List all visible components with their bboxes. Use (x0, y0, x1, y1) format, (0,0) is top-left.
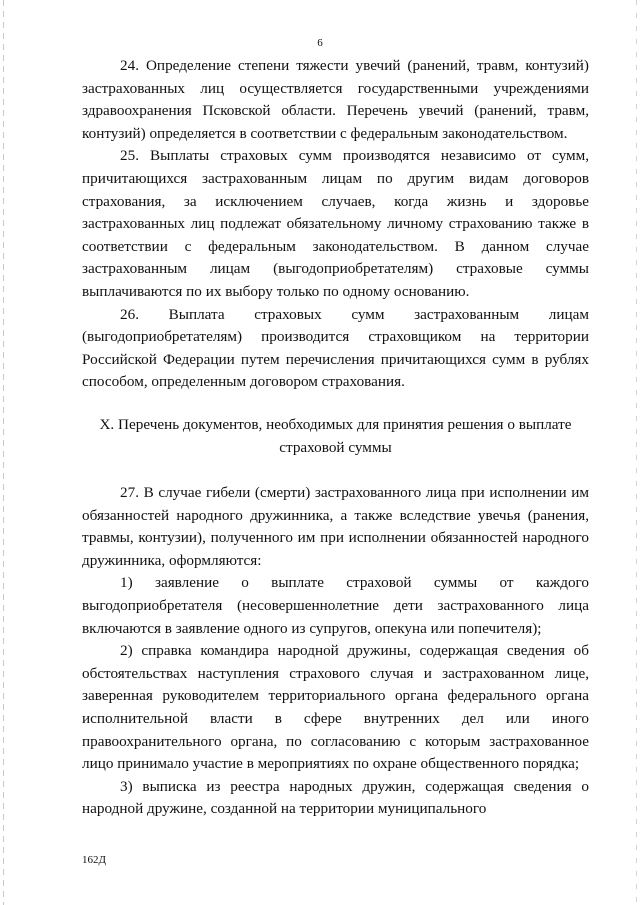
scan-edge-right (636, 0, 637, 905)
section-heading: X. Перечень документов, необходимых для принятия решения о выплате страховой суммы (99, 415, 572, 456)
list-item-2: 2) справка командира народной дружины, содержащая сведения об обстоятельствах наступления страхового случая и застрахованном лице, заверенная руководителем территориального органа федерального органа исполнительной власти в сфере внутренних дел или иного правоохранительного органа, по согласованию с которым застрахованное лицо принимало участие в мероприятиях по охране общественного порядка; (82, 642, 589, 773)
footer-document-code: 162Д (82, 854, 107, 866)
list-item-1: 1) заявление о выплате страховой суммы от каждого выгодоприобретателя (несовершеннолетние дети застрахованного лица включаются в заявление одного из супругов, опекуна или попечителя); (82, 574, 589, 637)
paragraph-27: 27. В случае гибели (смерти) застрахованного лица при исполнении им обязанностей народного дружинника, а также вследствие увечья (ранения, травмы, контузии), полученного им при исполнении обязанностей народного дружинника, оформляются: (82, 484, 589, 569)
paragraph-25: 25. Выплаты страховых сумм производятся независимо от сумм, причитающихся застрахованным лицам по другим видам договоров страхования, за исключением случаев, когда жизнь и здоровье застрахованных лиц подлежат обязательному личному страхованию также в соответствии с федеральным законодательством. В данном случае застрахованным лицам (выгодоприобретателям) страховые суммы выплачиваются по их выбору только по одному основанию. (82, 147, 589, 300)
page-number: 6 (317, 37, 323, 49)
paragraph-26: 26. Выплата страховых сумм застрахованным лицам (выгодоприобретателям) производится страховщиком на территории Российской Федерации путем перечисления причитающихся сумм в рублях способом, определенным договором страхования. (82, 305, 589, 391)
paragraph-24: 24. Определение степени тяжести увечий (ранений, травм, контузий) застрахованных лиц осуществляется государственными учреждениями здравоохранения Псковской области. Перечень увечий (ранений, травм, контузий) определяется в соответствии с федеральным законодательством. (82, 57, 589, 142)
list-item-3: 3) выписка из реестра народных дружин, содержащая сведения о народной дружине, созданной на территории муниципального (82, 777, 589, 818)
document-body (82, 55, 589, 821)
scan-edge-left (3, 0, 4, 905)
